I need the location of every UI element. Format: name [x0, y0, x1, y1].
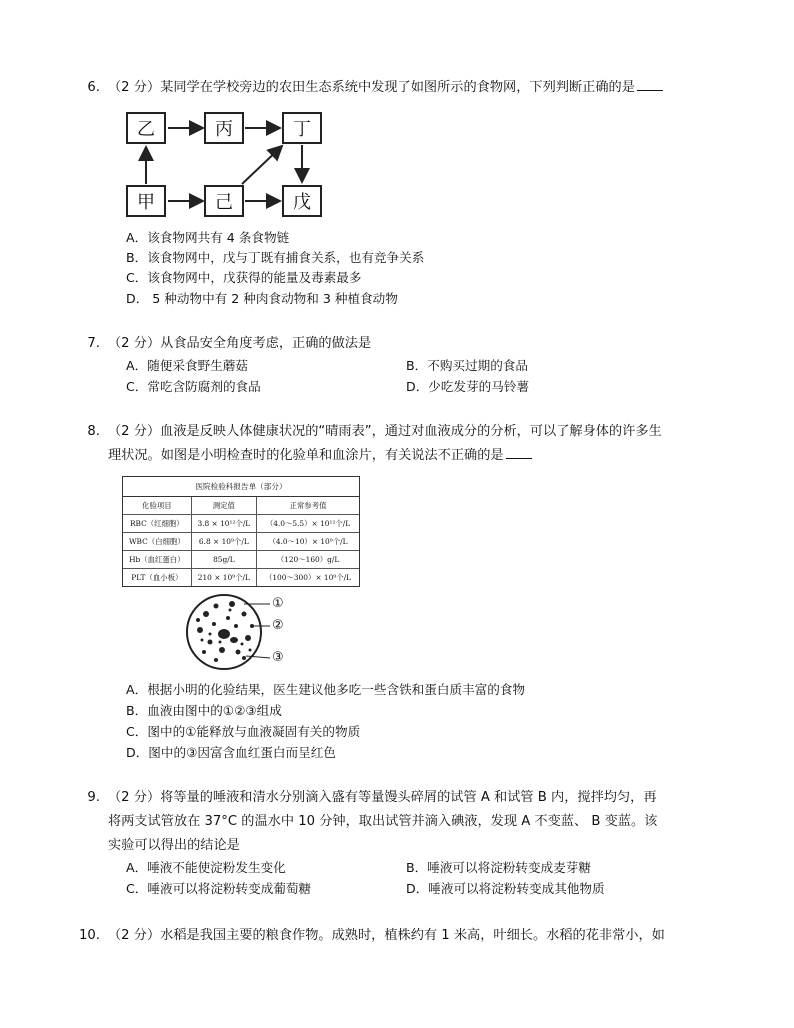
question-6-number: 6. — [87, 80, 100, 95]
q9-option-c: C．唾液可以将淀粉转变成葡萄糖 — [126, 881, 312, 896]
report-cell: （4.0～5.5）× 10¹²个/L — [257, 515, 360, 533]
smear-label-1: ① — [272, 596, 284, 611]
organism-yi: 乙 — [126, 112, 166, 144]
question-7-number: 7. — [87, 336, 100, 351]
report-cell: 210 × 10⁹个/L — [191, 569, 256, 587]
q6-option-c: C．该食物网中，戊获得的能量及毒素最多 — [126, 270, 362, 285]
report-cell: WBC（白细胞） — [123, 533, 191, 551]
organism-bing: 丙 — [204, 112, 244, 144]
question-7-stem — [87, 332, 708, 356]
q7-option-a: A．随便采食野生蘑菇 — [126, 358, 248, 373]
table-row — [123, 515, 359, 533]
q7-option-b: B．不购买过期的食品 — [406, 358, 528, 373]
smear-label-3: ③ — [272, 650, 284, 665]
report-table — [123, 497, 359, 586]
q6-option-b: B．该食物网中，戊与丁既有捕食关系，也有竞争关系 — [126, 250, 425, 265]
question-8-text-line2: 理状况。如图是小明检查时的化验单和血涂片，有关说法不正确的是 — [108, 448, 504, 463]
table-row — [123, 569, 359, 587]
organism-wu: 戊 — [282, 185, 322, 217]
question-8-stem-line2 — [108, 444, 708, 468]
q8-option-c: C．图中的①能释放与血液凝固有关的物质 — [126, 724, 361, 739]
food-web-diagram — [124, 112, 324, 220]
question-7-text: （2 分）从食品安全角度考虑，正确的做法是 — [108, 336, 372, 351]
smear-label-2: ② — [272, 618, 284, 633]
table-row — [123, 551, 359, 569]
table-row — [123, 533, 359, 551]
question-9-number: 9. — [87, 790, 100, 805]
blood-smear-diagram — [186, 592, 296, 672]
question-8-number: 8. — [87, 424, 100, 439]
answer-blank — [506, 445, 532, 459]
report-cell: 6.8 × 10⁹个/L — [191, 533, 256, 551]
organism-jia: 甲 — [126, 185, 166, 217]
report-cell: （120～160）g/L — [257, 551, 360, 569]
organism-ji: 己 — [204, 185, 244, 217]
question-10-number: 10. — [79, 928, 100, 943]
q9-option-d: D．唾液可以将淀粉转变成其他物质 — [406, 881, 605, 896]
q6-option-a: A．该食物网共有 4 条食物链 — [126, 230, 290, 245]
report-cell: PLT（血小板） — [123, 569, 191, 587]
q7-option-d: D．少吃发芽的马铃薯 — [406, 379, 530, 394]
report-cell: Hb（血红蛋白） — [123, 551, 191, 569]
question-8-stem — [87, 420, 708, 444]
report-cell: （100～300）× 10⁹个/L — [257, 569, 360, 587]
question-9-text-line2: 将两支试管放在 37°C 的温水中 10 分钟，取出试管并滴入碘液，发现 A 不变蓝、 B 变蓝。该 — [108, 814, 658, 829]
blood-test-report — [122, 476, 360, 587]
report-cell: RBC（红细胞） — [123, 515, 191, 533]
question-9-stem — [87, 786, 708, 810]
report-cell: （4.0～10）× 10⁹个/L — [257, 533, 360, 551]
q7-option-c: C．常吃含防腐剂的食品 — [126, 379, 261, 394]
q8-option-a: A．根据小明的化验结果，医生建议他多吃一些含铁和蛋白质丰富的食物 — [126, 682, 526, 697]
organism-ding: 丁 — [282, 112, 322, 144]
question-9-text-line3: 实验可以得出的结论是 — [108, 838, 240, 853]
q8-option-b: B．血液由图中的①②③组成 — [126, 703, 282, 718]
question-9-text-line1: （2 分）将等量的唾液和清水分别滴入盛有等量馒头碎屑的试管 A 和试管 B 内，搅拌均匀，再 — [108, 790, 657, 805]
question-9-stem-line2 — [108, 810, 708, 834]
question-8-text-line1: （2 分）血液是反映人体健康状况的“晴雨表”，通过对血液成分的分析，可以了解身体的许多生 — [108, 424, 662, 439]
report-cell: 3.8 × 10¹²个/L — [191, 515, 256, 533]
question-9-stem-line3 — [108, 834, 708, 858]
question-6-stem — [87, 76, 708, 100]
report-header: 化验项目 — [123, 497, 191, 515]
question-10-stem — [79, 924, 708, 948]
q9-option-a: A．唾液不能使淀粉发生变化 — [126, 860, 286, 875]
answer-blank — [637, 77, 663, 91]
report-header: 测定值 — [191, 497, 256, 515]
report-header: 正常参考值 — [289, 501, 327, 510]
q6-option-d: D． 5 种动物中有 2 种肉食动物和 3 种植食动物 — [126, 291, 398, 306]
report-cell: 85g/L — [191, 551, 256, 569]
question-6-text: （2 分）某同学在学校旁边的农田生态系统中发现了如图所示的食物网，下列判断正确的是 — [108, 80, 635, 95]
q9-option-b: B．唾液可以将淀粉转变成麦芽糖 — [406, 860, 591, 875]
report-title: 医院检验科报告单（部分） — [123, 477, 359, 497]
question-10-text: （2 分）水稻是我国主要的粮食作物。成熟时，植株约有 1 米高，叶细长。水稻的花非常小，如 — [108, 928, 665, 943]
q8-option-d: D．图中的③因富含血红蛋白而呈红色 — [126, 745, 336, 760]
